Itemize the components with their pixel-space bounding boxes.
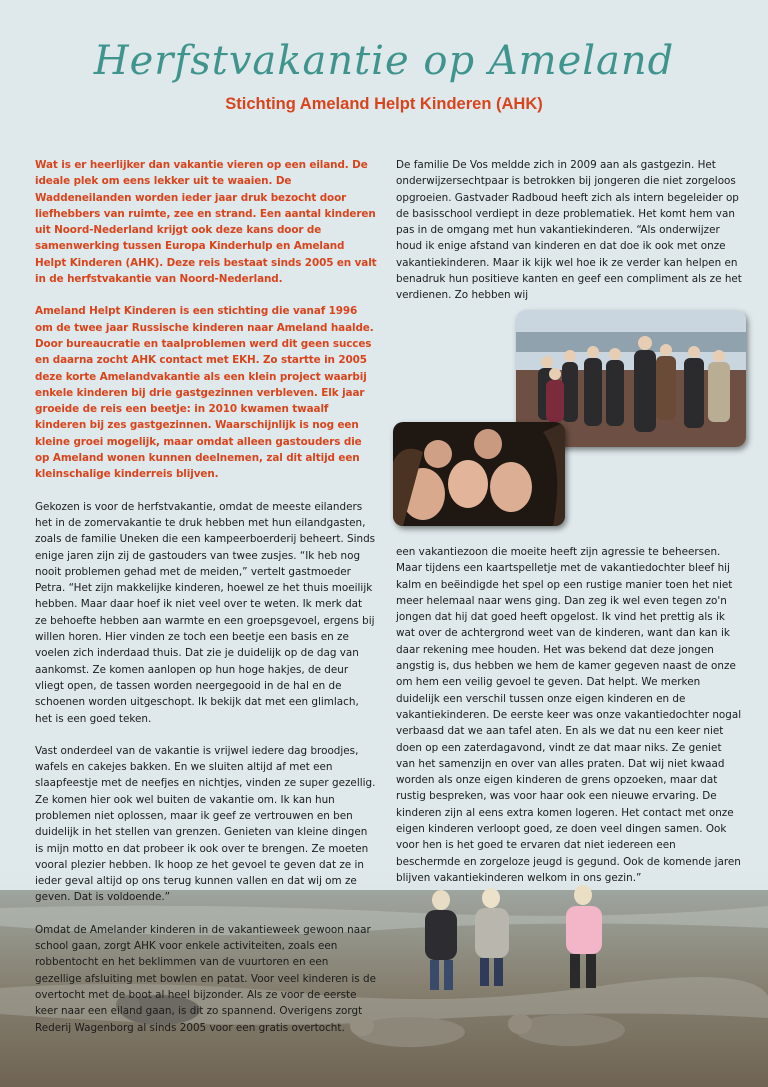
page-title: Herfstvakantie op Ameland — [93, 38, 675, 84]
body-paragraph: De familie De Vos meldde zich in 2009 aan als gastgezin. Het onderwijzersechtpaar is betrokken bij jongeren die niet zorgeloos opgroeien. Gastvader Radboud heeft zich als intern begeleider op de basisschool verdiept in deze problematiek. Het komt hem van pas in de omgang met hun vakantiekinderen. “Als onderwijzer houd ik enige afstand van kinderen en dat doe ik ook met onze vakantiekinderen. Maar ik kijk wel hoe ik ze verder kan helpen en benadruk hun positieve kanten en geef een compliment als ze het verdienen. Zo hebben wij — [396, 159, 742, 302]
intro-paragraph: Wat is er heerlijker dan vakantie vieren op een eiland. De ideale plek om eens lekker uit te waaien. De Waddeneilanden worden ieder jaar druk bezocht door liefhebbers van ruimte, zee en strand. Een aantal kinderen uit Noord-Nederland krijgt ook deze kans door de samenwerking tussen Europa Kinderhulp en Ameland Helpt Kinderen (AHK). Deze reis bestaat sinds 2005 en valt in de herfstvakantie van Noord-Nederland. — [35, 159, 377, 286]
right-column-top — [396, 157, 742, 320]
body-paragraph: Gekozen is voor de herfstvakantie, omdat de meeste eilanders het in de zomervakantie te druk hebben met hun eilandgasten, zoals de familie Uneken die een kampeerboerderij beheert. Sinds enige jaren zijn zij de gastouders van twee zusjes. “Ik heb nog nooit problemen gehad met de meiden,” vertelt gastmoeder Petra. “Het zijn makkelijke kinderen, hoewel ze het thuis moeilijk hebben. Maar daar hoef ik niet veel over te weten. Ik merk dat ze behoefte hebben aan warmte en een groepsgevoel, ergens bij willen horen. Hier vinden ze toch een beetje een basis en ze voelen zich inderdaad thuis. Dat zie je duidelijk op de dag van aankomst. Ze komen aanlopen op hun hoge hakjes, de deur vliegt open, de tassen worden neergegooid in de hal en de schoenen worden uitgeschopt. Ik bekijk dat met een glimlach, het is een goed teken. — [35, 500, 376, 725]
body-paragraph: Vast onderdeel van de vakantie is vrijwel iedere dag broodjes, wafels en cakejes bakken. En we sluiten altijd af met een slaapfeestje met de neefjes en nichtjes, vinden ze super gezellig. Ze komen hier ook wel buiten de vakantie om. Ik kan hun problemen niet oplossen, maar ik geef ze vertrouwen en ben duidelijk in het stellen van grenzen. Genieten van kleine dingen is mijn motto en dat probeer ik ook over te brengen. Ze moeten vooral plezier hebben. Ik hoop ze het gevoel te geven dat ze in ieder geval altijd op ons terug kunnen vallen en dat wij om ze geven. Dat is voldoende.” — [35, 744, 376, 904]
body-paragraph: Omdat de Amelander kinderen in de vakantieweek gewoon naar school gaan, zorgt AHK voor enkele activiteiten, zoals een robbentocht en het beklimmen van de vuurtoren en een gezellige afsluiting met bowlen en patat. Voor veel kinderen is de overtocht met de boot al heel bijzonder. Als ze voor de eerste keer naar een eiland gaan, is dit zo spannend. Overigens zorgt Rederij Wagenborg al sinds 2005 voor een gratis overtocht. — [35, 923, 377, 1034]
intro-paragraph: Ameland Helpt Kinderen is een stichting die vanaf 1996 om de twee jaar Russische kinderen naar Ameland haalde. Door bureaucratie en taalproblemen werd dit geen succes en daarna zocht AHK contact met EKH. Zo startte in 2005 deze korte Amelandvakantie als een klein project waarbij enkele kinderen bij drie gastgezinnen verbleven. Elk jaar groeide de reis een beetje: in 2010 kwamen twaalf kinderen bij zes gastgezinnen. Waarschijnlijk is nog een kleine groei mogelijk, maar omdat alleen gastouders die op Ameland wonen kunnen deelnemen, zal dit altijd een kleinschalige kinderreis blijven. — [35, 305, 374, 481]
left-column — [35, 157, 377, 1052]
girls-photo — [393, 422, 565, 526]
body-paragraph: een vakantiezoon die moeite heeft zijn agressie te beheersen. Maar tijdens een kaartspelletje met de vakantiedochter bleef hij kalm en beëindigde het spel op een rustige manier toen het niet meer helemaal naar wens ging. Dan zeg ik wel even tegen zo'n jongen dat hij dat goed heeft opgelost. Ik vind het prettig als ik wat over de achtergrond weet van de kinderen, want dan kan ik daar rekening mee houden. Het was bekend dat deze jongen angstig is, dus hebben we hem de kamer gegeven naast de onze om hem een veilig gevoel te geven. Dat helpt. We merken duidelijk een verschil tussen onze eigen kinderen en de vakantiekinderen. De eerste keer was onze vakantiedochter nogal verbaasd dat we aan tafel aten. En als we dat nu een keer niet doen op een zaterdagavond, vindt ze dat maar niks. Ze geniet van het samenzijn en over van alles praten. Dat wij niet kwaad worden als onze eigen kinderen de grens opzoeken, maar dat rustig bespreken, was voor haar ook een nieuwe ervaring. De kinderen zijn al eens extra komen logeren. Het contact met onze eigen kinderen verloopt goed, ze doen veel dingen samen. Ook voor hen is het goed te ervaren dat niet iedereen een beschermde en zorgeloze jeugd is gegund. Ook de komende jaren blijven vakantiekinderen welkom in ons gezin.” — [396, 546, 742, 884]
right-column-bottom — [396, 544, 742, 902]
page-subtitle: Stichting Ameland Helpt Kinderen (AHK) — [225, 95, 543, 113]
